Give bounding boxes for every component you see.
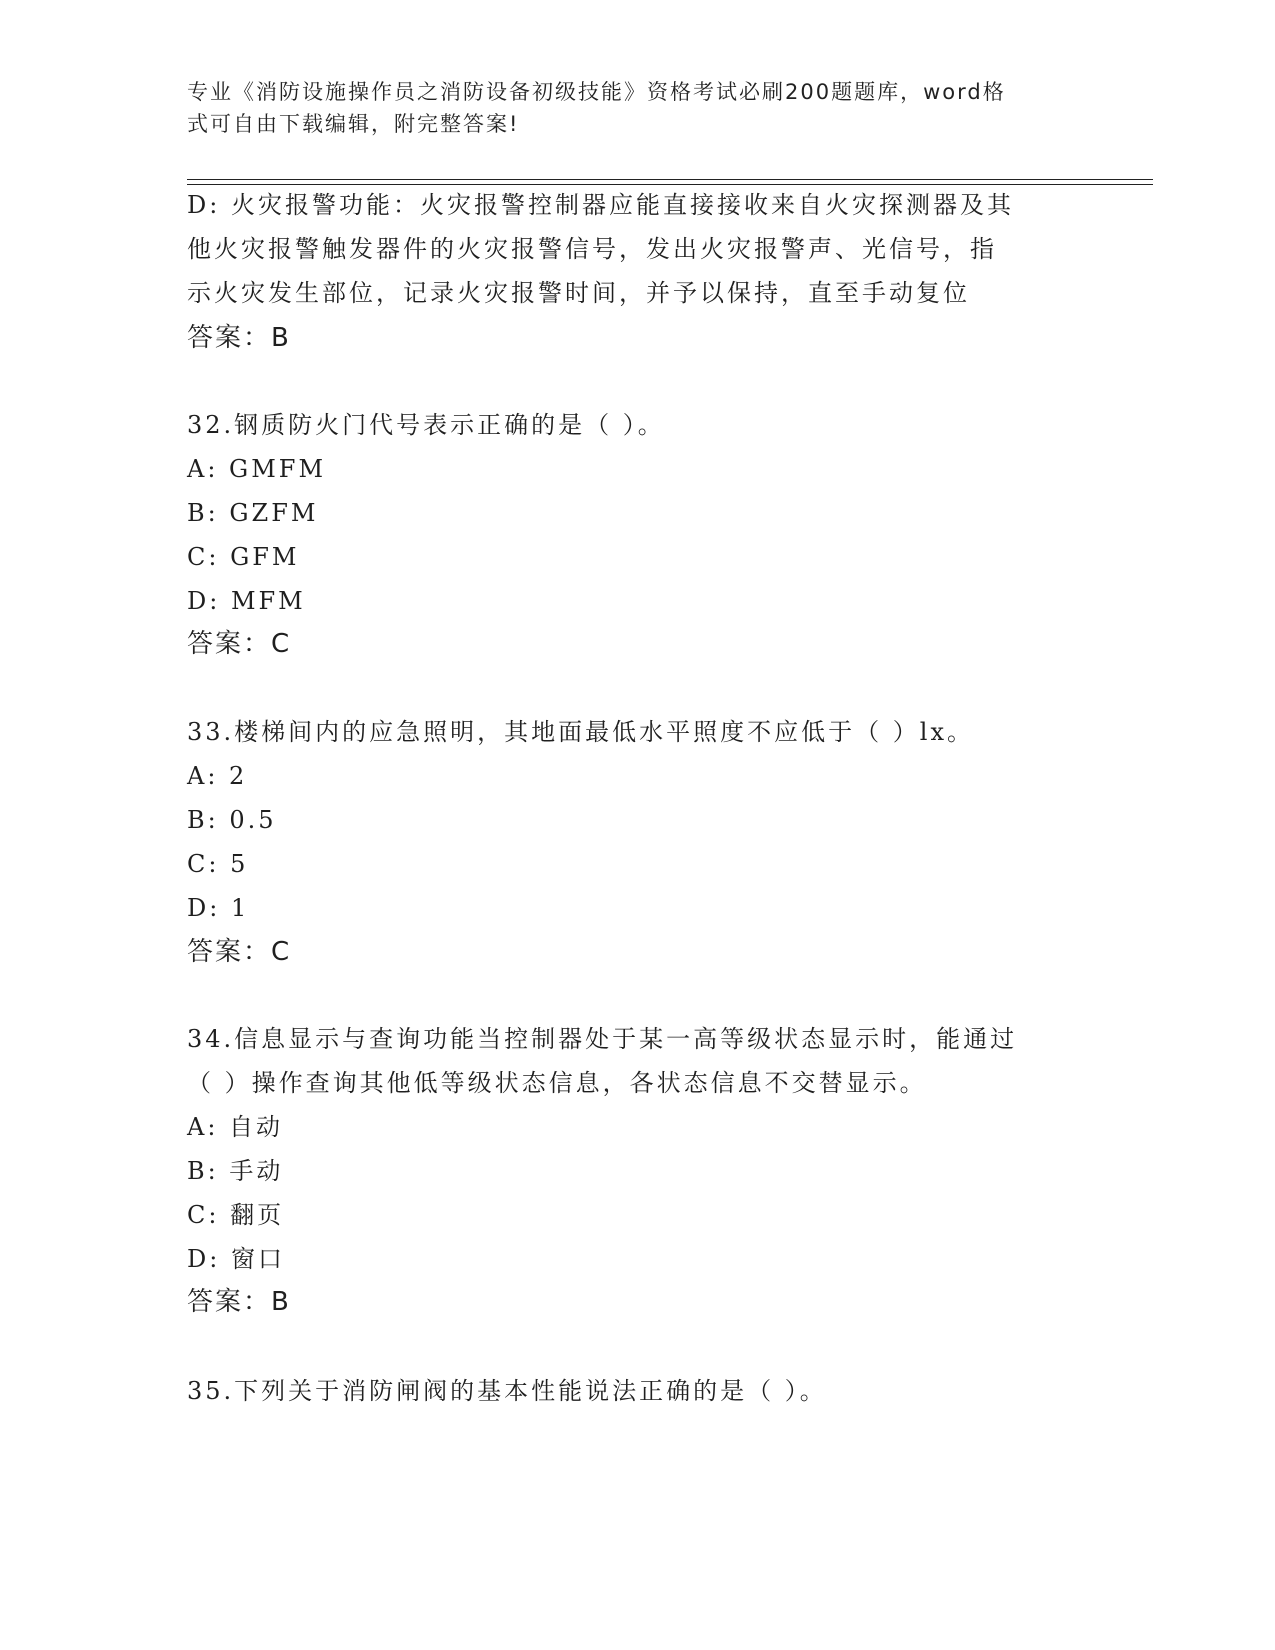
header-line-1: 专业《消防设施操作员之消防设备初级技能》资格考试必刷200题题库，word格 — [187, 80, 1006, 104]
prev-option-d-line-3: 示火灾发生部位，记录火灾报警时间，并予以保持，直至手动复位 — [187, 279, 970, 307]
q34-answer: 答案：B — [187, 1287, 291, 1317]
prev-option-d-line-2: 他火灾报警触发器件的火灾报警信号，发出火灾报警声、光信号，指 — [187, 235, 997, 263]
q35-stem: 35.下列关于消防闸阀的基本性能说法正确的是（ ）。 — [187, 1377, 827, 1405]
document-header — [187, 76, 1067, 140]
q33-answer: 答案：C — [187, 937, 292, 967]
q34-option-d: D: 窗口 — [187, 1245, 285, 1273]
q32-option-b: B: GZFM — [187, 499, 319, 527]
q34-option-b: B: 手动 — [187, 1157, 284, 1185]
header-line-2: 式可自由下载编辑，附完整答案! — [187, 112, 520, 136]
q34-stem-line-1: 34.信息显示与查询功能当控制器处于某一高等级状态显示时，能通过 — [187, 1025, 1018, 1053]
q32-answer: 答案：C — [187, 629, 292, 659]
q32-option-c: C: GFM — [187, 543, 300, 571]
prev-option-d-line-1: D: 火灾报警功能：火灾报警控制器应能直接接收来自火灾探测器及其 — [187, 191, 1014, 219]
q33-option-d: D: 1 — [187, 894, 250, 922]
q34-option-a: A: 自动 — [187, 1113, 284, 1141]
q33-stem: 33.楼梯间内的应急照明，其地面最低水平照度不应低于（ ）lx。 — [187, 718, 975, 746]
q32-option-d: D: MFM — [187, 587, 306, 615]
q32-stem: 32.钢质防火门代号表示正确的是（ ）。 — [187, 411, 665, 439]
header-divider-bottom — [187, 184, 1153, 185]
q33-option-b: B: 0.5 — [187, 806, 277, 834]
q32-option-a: A: GMFM — [187, 455, 327, 483]
prev-answer: 答案：B — [187, 323, 291, 353]
q34-stem-line-2: （ ）操作查询其他低等级状态信息，各状态信息不交替显示。 — [187, 1069, 927, 1097]
q34-option-c: C: 翻页 — [187, 1201, 285, 1229]
q33-option-c: C: 5 — [187, 850, 249, 878]
header-divider-top — [187, 179, 1153, 180]
q33-option-a: A: 2 — [187, 762, 248, 790]
